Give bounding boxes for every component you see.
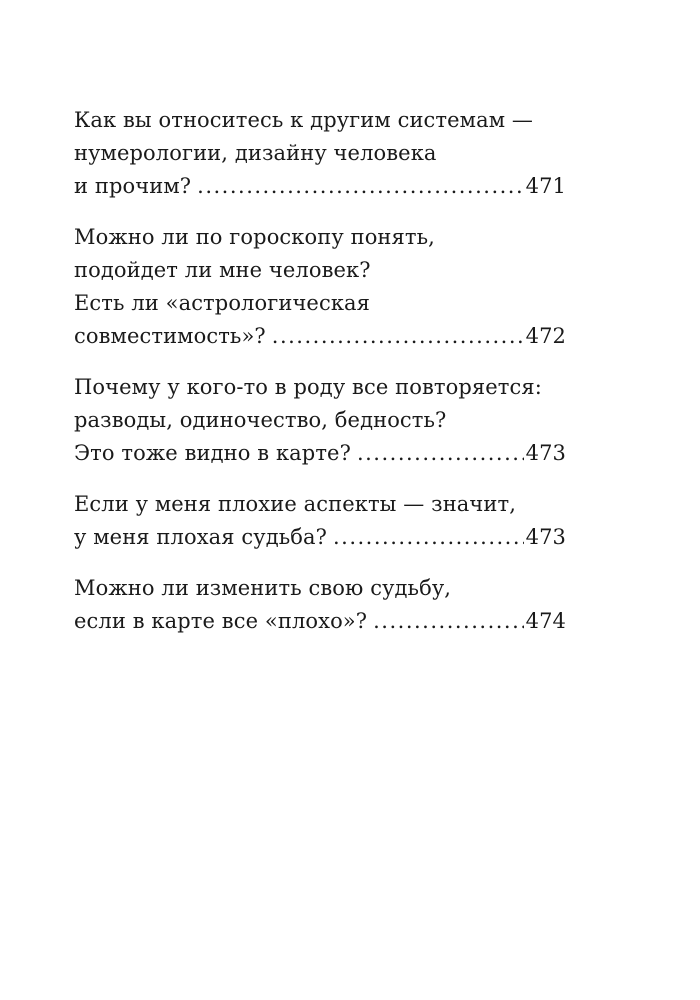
toc-entry[interactable] (74, 371, 566, 470)
entry-text-line: нумерологии, дизайну человека (74, 141, 437, 165)
entry-text-line: разводы, одиночество, бедность? (74, 408, 447, 432)
entry-text-line: и прочим? (74, 174, 192, 198)
entry-last-line (74, 320, 566, 353)
table-of-contents (74, 104, 566, 656)
dot-leader (333, 521, 524, 554)
dot-leader (272, 320, 524, 353)
entry-text-line: Это тоже видно в карте? (74, 441, 351, 465)
dot-leader (373, 605, 523, 638)
entry-last-line (74, 521, 566, 554)
entry-last-line (74, 437, 566, 470)
entry-text-line: Можно ли по гороскопу понять, (74, 225, 435, 249)
toc-entry[interactable] (74, 488, 566, 554)
entry-text-line: подойдет ли мне человек? (74, 258, 371, 282)
toc-entry[interactable] (74, 104, 566, 203)
toc-entry[interactable] (74, 221, 566, 353)
entry-text-line: у меня плохая судьба? (74, 525, 327, 549)
page-number: 473 (525, 525, 566, 549)
entry-last-line (74, 170, 566, 203)
entry-text-line: совместимость»? (74, 324, 266, 348)
page-number: 473 (525, 441, 566, 465)
entry-text-line: Можно ли изменить свою судьбу, (74, 576, 452, 600)
entry-text-line: Почему у кого-то в роду все повторяется: (74, 375, 542, 399)
entry-text-line: если в карте все «плохо»? (74, 609, 368, 633)
dot-leader (357, 437, 524, 470)
entry-text-line: Если у меня плохие аспекты — значит, (74, 492, 516, 516)
dot-leader (197, 170, 523, 203)
entry-text-line: Есть ли «астрологическая (74, 291, 371, 315)
toc-entry[interactable] (74, 572, 566, 638)
page-number: 472 (525, 324, 566, 348)
entry-last-line (74, 605, 566, 638)
page-number: 471 (525, 174, 566, 198)
page-number: 474 (525, 609, 566, 633)
entry-text-line: Как вы относитесь к другим системам — (74, 108, 534, 132)
